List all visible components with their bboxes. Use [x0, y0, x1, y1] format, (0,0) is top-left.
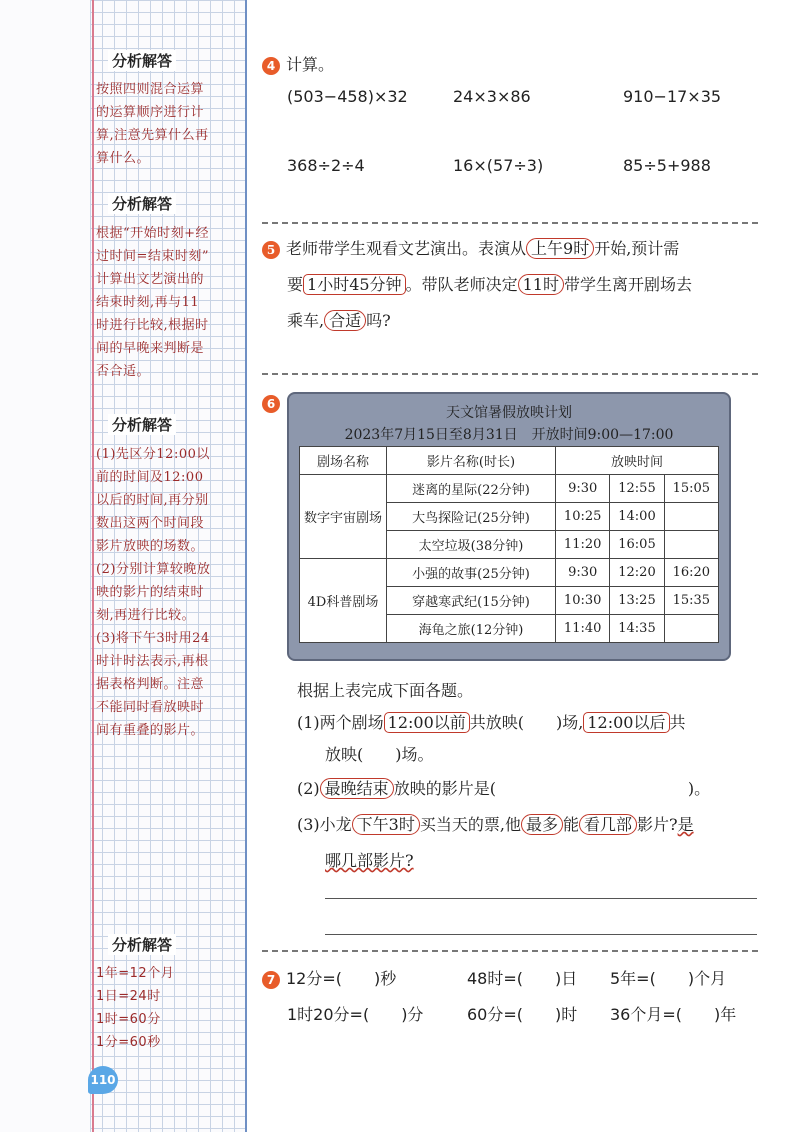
question-title: 计算。: [286, 55, 335, 74]
question-5-line-2: [287, 272, 692, 295]
answer-line[interactable]: [325, 934, 757, 935]
conversion-item: 48时=( )日: [467, 969, 578, 988]
time-cell: 11:40: [556, 615, 610, 643]
analysis-text-2: [96, 222, 236, 383]
text: 共: [669, 713, 686, 732]
analysis-line: 结束时刻,再与11: [96, 295, 200, 310]
circled-text: 最多: [521, 814, 563, 835]
film-cell: 小强的故事(25分钟): [387, 559, 556, 587]
analysis-line: 1年=12个月: [96, 966, 175, 981]
question-7-row-1: [262, 966, 396, 989]
conversion-item: 1时20分=( )分: [287, 1005, 424, 1024]
table-header-row: [300, 447, 719, 475]
text: 影片?: [637, 815, 678, 834]
text: 要: [287, 275, 304, 294]
text: 能: [562, 815, 579, 834]
boxed-text: 12:00以前: [384, 712, 470, 733]
schedule-subtitle: 2023年7月15日至8月31日 开放时间9:00—17:00: [344, 427, 674, 443]
question-6-part-1: [297, 710, 686, 733]
analysis-line: (2)分别计算较晚放: [96, 562, 211, 577]
text: 带学生离开剧场去: [563, 275, 692, 294]
margin-line: [92, 0, 94, 1132]
text: (1)两个剧场: [297, 713, 384, 732]
analysis-line: 过时间=结束时刻”: [96, 249, 210, 264]
header-cell: 影片名称(时长): [387, 447, 556, 475]
analysis-line: 间的早晚来判断是: [96, 341, 205, 356]
time-cell: 10:30: [556, 587, 610, 615]
theater-cell: 数字宇宙剧场: [300, 475, 387, 559]
film-cell: 大鸟探险记(25分钟): [387, 503, 556, 531]
time-cell: 15:05: [664, 475, 718, 503]
circled-text: 下午3时: [352, 814, 420, 835]
expr-5: 16×(57÷3): [453, 156, 544, 175]
conversion-item: 5年=( )个月: [610, 969, 727, 988]
question-6-part-2: [297, 776, 710, 799]
conversion-item: 12分=( )秒: [286, 969, 397, 988]
time-cell: [664, 531, 718, 559]
circled-text: 11时: [518, 274, 564, 295]
analysis-line: (3)将下午3时用24: [96, 631, 210, 646]
time-cell: 16:20: [664, 559, 718, 587]
time-cell: 12:20: [610, 559, 664, 587]
question-number-badge: 4: [262, 57, 280, 75]
expr-2: 24×3×86: [453, 87, 531, 106]
analysis-line: 据表格判断。注意: [96, 677, 205, 692]
question-5-line-3: [287, 308, 391, 331]
expr-4: 368÷2÷4: [287, 156, 365, 175]
question-number-badge: 6: [262, 395, 280, 413]
schedule-title: 天文馆暑假放映计划: [446, 405, 572, 421]
text: 共放映( )场,: [469, 713, 584, 732]
page-number: 110: [88, 1066, 118, 1094]
header-cell: 放映时间: [556, 447, 719, 475]
header-cell: 剧场名称: [300, 447, 387, 475]
analysis-header-2: 分析解答: [108, 193, 176, 214]
conversion-item: 60分=( )时: [467, 1005, 578, 1024]
boxed-text: 12:00以后: [583, 712, 669, 733]
expr-6: 85÷5+988: [623, 156, 711, 175]
analysis-line: 否合适。: [96, 364, 151, 379]
conversion-item: 36个月=( )年: [610, 1005, 737, 1024]
analysis-line: 算什么。: [96, 151, 151, 166]
analysis-line: 1分=60秒: [96, 1035, 161, 1050]
analysis-line: 映的影片的结束时: [96, 585, 205, 600]
text: (3)小龙: [297, 815, 352, 834]
time-cell: 13:25: [610, 587, 664, 615]
circled-text: 看几部: [579, 814, 637, 835]
time-cell: 12:55: [610, 475, 664, 503]
film-cell: 海龟之旅(12分钟): [387, 615, 556, 643]
boxed-text: 1小时45分钟: [303, 274, 406, 295]
question-6-part-1-cont: 放映( )场。: [325, 745, 434, 764]
time-cell: [664, 615, 718, 643]
analysis-line: (1)先区分12:00以: [96, 447, 210, 462]
circled-text: 上午9时: [526, 238, 594, 259]
analysis-line: 时进行比较,根据时: [96, 318, 209, 333]
underlined-text: 哪几部影片?: [325, 851, 414, 870]
analysis-line: 时计时法表示,再根: [96, 654, 209, 669]
analysis-text-4: [96, 962, 236, 1054]
time-cell: 14:35: [610, 615, 664, 643]
film-cell: 穿越寒武纪(15分钟): [387, 587, 556, 615]
section-divider: [262, 950, 758, 952]
question-6-number: [262, 393, 286, 413]
text: 。带队老师决定: [405, 275, 518, 294]
analysis-line: 以后的时间,再分别: [96, 493, 209, 508]
text: 老师带学生观看文艺演出。表演从: [286, 239, 527, 258]
question-4-title: [262, 52, 334, 75]
question-6-intro: 根据上表完成下面各题。: [297, 681, 474, 700]
table-row: [300, 475, 719, 503]
expr-1: (503−458)×32: [287, 87, 408, 106]
question-6-part-3-cont: [325, 848, 414, 871]
time-cell: 15:35: [664, 587, 718, 615]
text: 放映的影片是( )。: [393, 779, 711, 798]
time-cell: 9:30: [556, 559, 610, 587]
analysis-text-3: [96, 443, 236, 742]
text: (2): [297, 779, 320, 798]
analysis-header-1: 分析解答: [108, 50, 176, 71]
time-cell: 16:05: [610, 531, 664, 559]
time-cell: 10:25: [556, 503, 610, 531]
circled-text: 合适: [324, 310, 366, 331]
time-cell: 11:20: [556, 531, 610, 559]
time-cell: [664, 503, 718, 531]
analysis-line: 1日=24时: [96, 989, 161, 1004]
text: 乘车,: [287, 311, 325, 330]
question-6-part-3: [297, 812, 694, 835]
analysis-line: 刻,再进行比较。: [96, 608, 196, 623]
circled-text: 最晚结束: [320, 778, 394, 799]
analysis-text-1: [96, 78, 236, 170]
analysis-line: 不能同时看放映时: [96, 700, 205, 715]
section-divider: [262, 222, 758, 224]
table-row: [300, 559, 719, 587]
text: 买当天的票,他: [419, 815, 521, 834]
analysis-line: 计算出文艺演出的: [96, 272, 205, 287]
question-number-badge: 5: [262, 241, 280, 259]
question-5-line-1: [262, 236, 679, 259]
analysis-line: 的运算顺序进行计: [96, 105, 205, 120]
analysis-line: 1时=60分: [96, 1012, 161, 1027]
analysis-line: 前的时间及12:00: [96, 470, 204, 485]
section-divider: [262, 373, 758, 375]
analysis-line: 间有重叠的影片。: [96, 723, 205, 738]
film-cell: 太空垃圾(38分钟): [387, 531, 556, 559]
answer-line[interactable]: [325, 898, 757, 899]
text: 开始,预计需: [594, 239, 680, 258]
schedule-table: [299, 446, 719, 643]
schedule-panel: [287, 392, 731, 661]
film-cell: 迷离的星际(22分钟): [387, 475, 556, 503]
analysis-line: 按照四则混合运算: [96, 82, 205, 97]
expr-3: 910−17×35: [623, 87, 722, 106]
time-cell: 9:30: [556, 475, 610, 503]
analysis-header-3: 分析解答: [108, 414, 176, 435]
text: 吗?: [366, 311, 391, 330]
analysis-line: 算,注意先算什么再: [96, 128, 209, 143]
analysis-line: 影片放映的场数。: [96, 539, 205, 554]
question-number-badge: 7: [262, 971, 280, 989]
time-cell: 14:00: [610, 503, 664, 531]
underlined-text: 是: [677, 815, 694, 834]
analysis-line: 数出这两个时间段: [96, 516, 205, 531]
theater-cell: 4D科普剧场: [300, 559, 387, 643]
analysis-line: 根据“开始时刻+经: [96, 226, 210, 241]
analysis-header-4: 分析解答: [108, 934, 176, 955]
